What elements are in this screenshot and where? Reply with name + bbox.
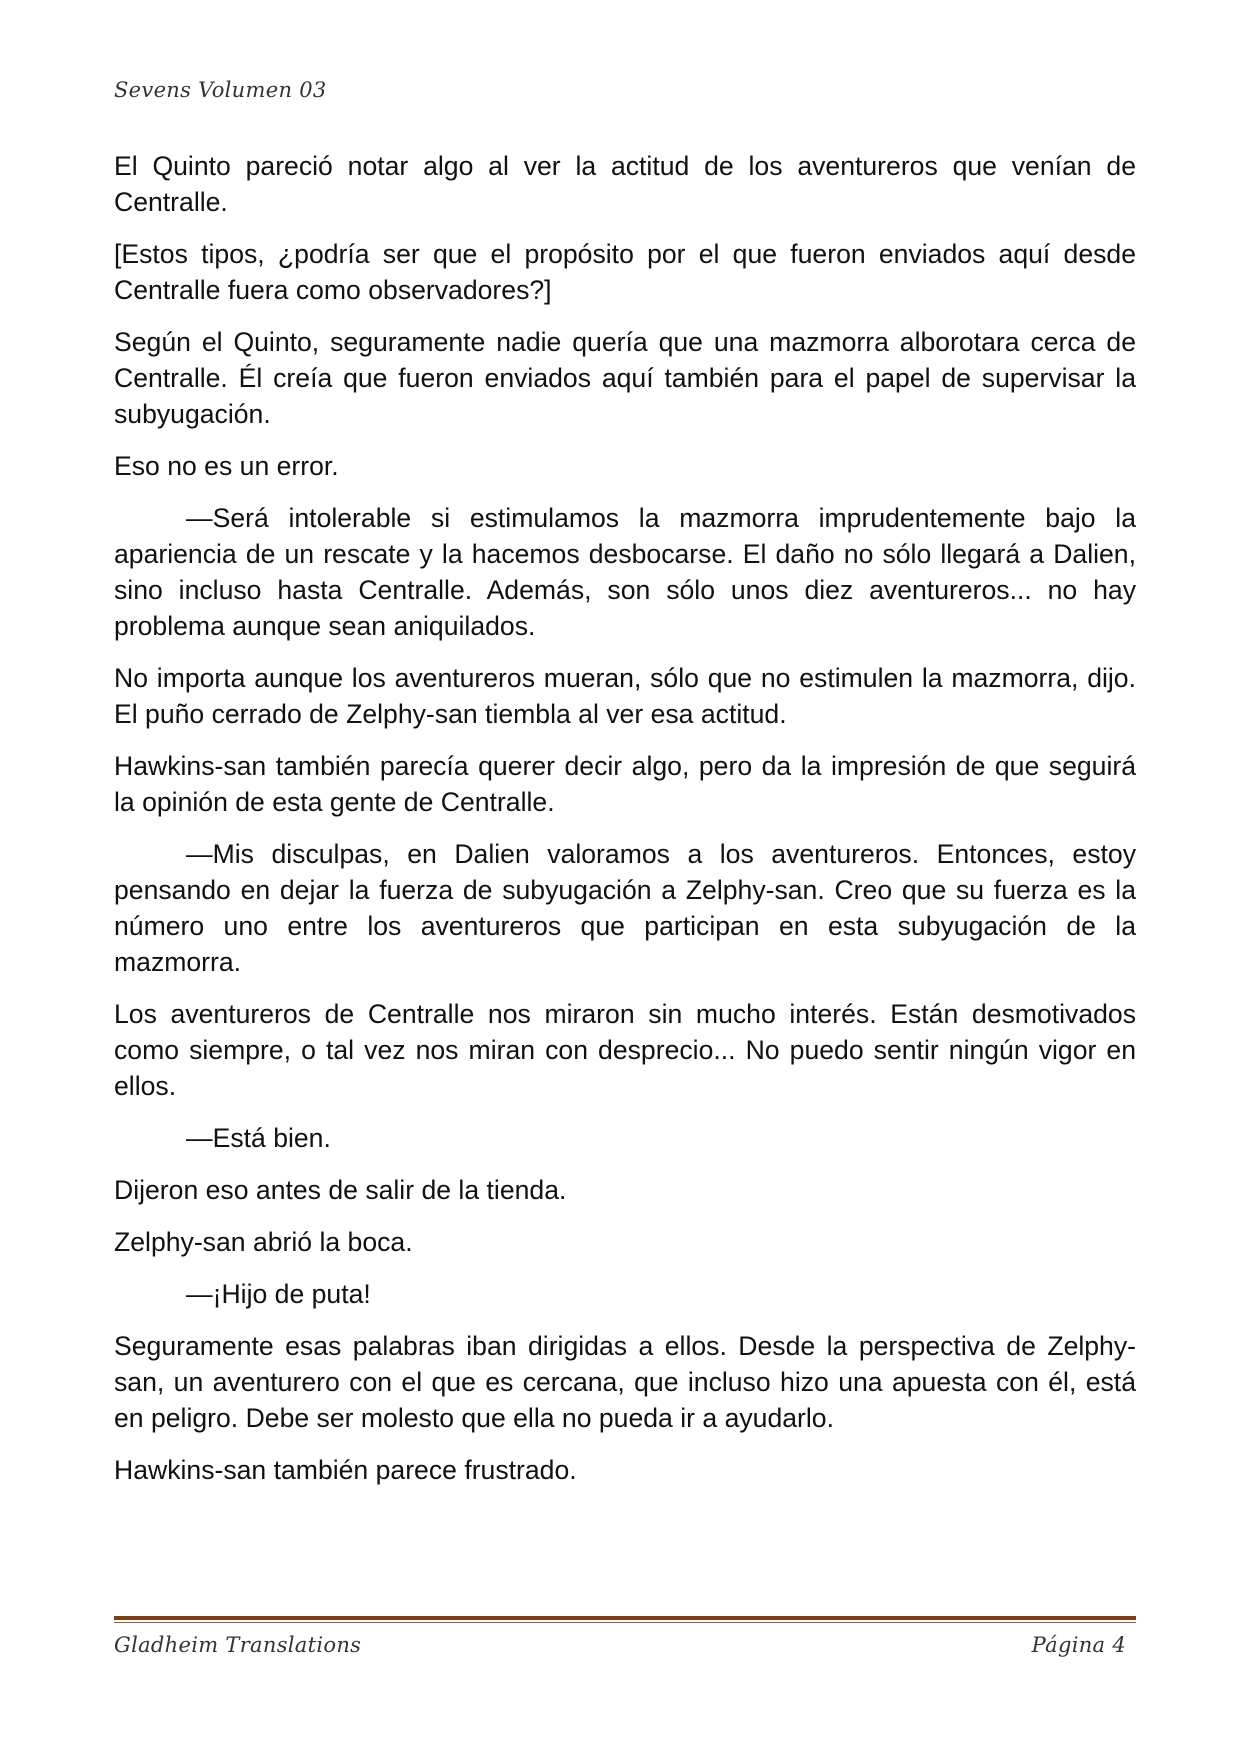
paragraph: —Será intolerable si estimulamos la mazmorra imprudentemente bajo la apariencia de un rescate y la hacemos desbocarse. El daño no sólo llegará a Dalien, sino incluso hasta Centralle. Además, son sólo unos diez aventureros... no hay problema aunque sean aniquilados.	[114, 503, 1136, 641]
footer-divider-thin	[114, 1622, 1136, 1623]
paragraph: —Mis disculpas, en Dalien valoramos a los aventureros. Entonces, estoy pensando en dejar la fuerza de subyugación a Zelphy-san. Creo que su fuerza es la número uno entre los aventureros que participan en esta subyugación de la mazmorra.	[114, 839, 1136, 977]
paragraph: El Quinto pareció notar algo al ver la actitud de los aventureros que venían de Centralle.	[114, 151, 1136, 217]
paragraph: Dijeron eso antes de salir de la tienda.	[114, 1175, 567, 1205]
footer-publisher: Gladheim Translations	[114, 1633, 362, 1657]
paragraph: Seguramente esas palabras iban dirigidas a ellos. Desde la perspectiva de Zelphy-san, un aventurero con el que es cercana, que incluso hizo una apuesta con él, está en peligro. Debe ser molesto que ella no pueda ir a ayudarlo.	[114, 1331, 1136, 1433]
paragraph: —Está bien.	[186, 1123, 331, 1153]
page-number: Página 4	[1031, 1633, 1126, 1657]
paragraph: Según el Quinto, seguramente nadie quería que una mazmorra alborotara cerca de Centralle. Él creía que fueron enviados aquí también para el papel de supervisar la subyugación.	[114, 327, 1136, 429]
page-header: Sevens Volumen 03	[114, 78, 327, 102]
paragraph: [Estos tipos, ¿podría ser que el propósito por el que fueron enviados aquí desde Centralle fuera como observadores?]	[114, 239, 1136, 305]
footer-divider-thick	[114, 1616, 1136, 1620]
paragraph: Zelphy-san abrió la boca.	[114, 1227, 413, 1257]
footer-divider	[114, 1616, 1136, 1623]
paragraph: Los aventureros de Centralle nos miraron sin mucho interés. Están desmotivados como siempre, o tal vez nos miran con desprecio... No puedo sentir ningún vigor en ellos.	[114, 999, 1136, 1101]
paragraph: Hawkins-san también parecía querer decir algo, pero da la impresión de que seguirá la opinión de esta gente de Centralle.	[114, 751, 1136, 817]
paragraph: No importa aunque los aventureros mueran, sólo que no estimulen la mazmorra, dijo. El puño cerrado de Zelphy-san tiembla al ver esa actitud.	[114, 663, 1136, 729]
paragraph: Hawkins-san también parece frustrado.	[114, 1455, 577, 1485]
body-text	[114, 148, 1136, 1504]
paragraph: Eso no es un error.	[114, 451, 339, 481]
paragraph: —¡Hijo de puta!	[186, 1279, 371, 1309]
